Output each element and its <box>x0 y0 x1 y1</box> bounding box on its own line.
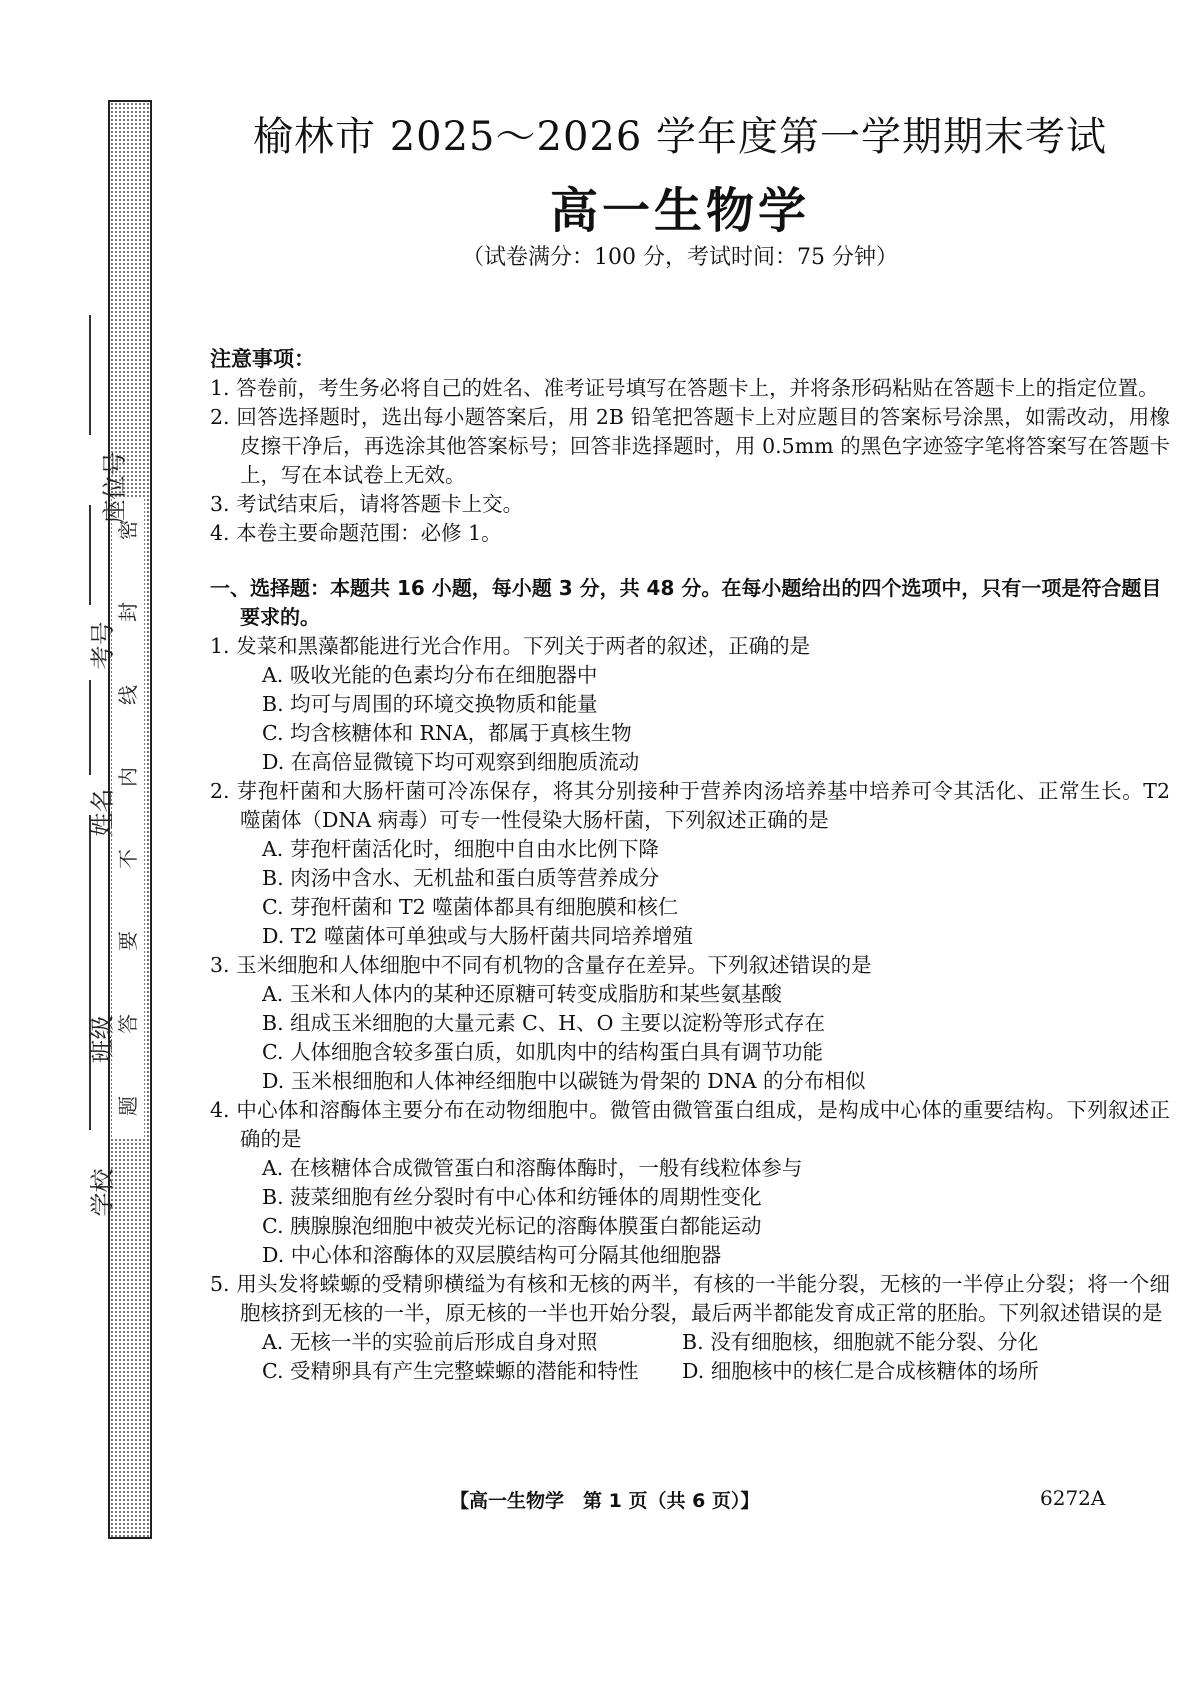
question-stem: 2. 芽孢杆菌和大肠杆菌可冷冻保存，将其分别接种于营养肉汤培养基中培养可令其活化、正常生长。T2 噬菌体（DNA 病毒）可专一性侵染大肠杆菌，下列叙述正确的是 <box>210 779 1170 832</box>
question-stem: 3. 玉米细胞和人体细胞中不同有机物的含量存在差异。下列叙述错误的是 <box>210 953 872 977</box>
notice-item: 3. 考试结束后，请将答题卡上交。 <box>210 492 524 516</box>
question-3 <box>210 951 1170 1096</box>
question-stem: 5. 用头发将蝾螈的受精卵横缢为有核和无核的两半，有核的一半能分裂，无核的一半停止分裂；将一个细胞核挤到无核的一半，原无核的一半也开始分裂，最后两半都能发育成正常的胚胎。下列叙述错误的是 <box>210 1272 1170 1325</box>
option-d: D. 在高倍显微镜下均可观察到细胞质流动 <box>262 750 640 774</box>
page-number: 【高一生物学 第 1 页（共 6 页）】 <box>450 1490 760 1512</box>
option-d: D. 中心体和溶酶体的双层膜结构可分隔其他细胞器 <box>262 1243 722 1267</box>
seal-char: 要 <box>116 931 140 952</box>
option-c: C. 胰腺腺泡细胞中被荧光标记的溶酶体膜蛋白都能运动 <box>262 1214 762 1238</box>
question-2 <box>210 777 1170 951</box>
question-stem: 1. 发菜和黑藻都能进行光合作用。下列关于两者的叙述，正确的是 <box>210 634 811 658</box>
notice-item: 1. 答卷前，考生务必将自己的姓名、准考证号填写在答题卡上，并将条形码粘贴在答题卡上的指定位置。 <box>210 376 1159 400</box>
class-field-line[interactable] <box>89 815 91 995</box>
option-a: A. 无核一半的实验前后形成自身对照 <box>262 1330 598 1354</box>
option-b: B. 肉汤中含水、无机盐和蛋白质等营养成分 <box>262 866 660 890</box>
seat-number-field-line[interactable] <box>89 315 91 435</box>
paper-code: 6272A <box>1040 1486 1106 1510</box>
seal-char: 封 <box>116 602 140 623</box>
exam-content <box>210 345 1170 1386</box>
option-b: B. 没有细胞核，细胞就不能分裂、分化 <box>682 1330 1039 1354</box>
exam-number-field-line[interactable] <box>89 505 91 605</box>
class-field-label: 班级 <box>88 1015 117 1064</box>
option-b: B. 均可与周围的环境交换物质和能量 <box>262 692 598 716</box>
seal-char: 不 <box>116 849 140 870</box>
option-a: A. 吸收光能的色素均分布在细胞器中 <box>262 663 598 687</box>
seal-char: 密 <box>116 520 140 540</box>
option-c: C. 受精卵具有产生完整蝾螈的潜能和特性 <box>262 1359 639 1383</box>
option-c: C. 人体细胞含较多蛋白质，如肌肉中的结构蛋白具有调节功能 <box>262 1040 823 1064</box>
option-b: B. 组成玉米细胞的大量元素 C、H、O 主要以淀粉等形式存在 <box>262 1011 825 1035</box>
option-row <box>210 1328 1170 1357</box>
option-a: A. 玉米和人体内的某种还原糖可转变成脂肪和某些氨基酸 <box>262 982 782 1006</box>
option-a: A. 在核糖体合成微管蛋白和溶酶体酶时，一般有线粒体参与 <box>262 1156 803 1180</box>
school-field-label: 学校 <box>88 1168 117 1217</box>
name-field-line[interactable] <box>89 680 91 775</box>
option-d: D. 细胞核中的核仁是合成核糖体的场所 <box>682 1359 1039 1383</box>
notice-title: 注意事项： <box>210 347 315 371</box>
seal-char: 内 <box>116 766 140 787</box>
seal-char: 线 <box>116 684 140 705</box>
question-stem: 4. 中心体和溶酶体主要分布在动物细胞中。微管由微管蛋白组成，是构成中心体的重要结构。下列叙述正确的是 <box>210 1098 1170 1151</box>
exam-title: 榆林市 2025～2026 学年度第一学期期末考试 <box>252 114 1108 160</box>
seal-char: 答 <box>116 1013 140 1034</box>
option-a: A. 芽孢杆菌活化时，细胞中自由水比例下降 <box>262 837 659 861</box>
option-d: D. 玉米根细胞和人体神经细胞中以碳链为骨架的 DNA 的分布相似 <box>262 1069 866 1093</box>
question-5 <box>210 1270 1170 1386</box>
seal-char: 题 <box>116 1095 140 1116</box>
subject-title: 高一生物学 <box>549 183 810 239</box>
question-4 <box>210 1096 1170 1270</box>
seat-number-field-label: 座位号 <box>100 451 129 524</box>
option-c: C. 芽孢杆菌和 T2 噬菌体都具有细胞膜和核仁 <box>262 895 679 919</box>
exam-info: （试卷满分：100 分，考试时间：75 分钟） <box>462 245 898 270</box>
question-1 <box>210 632 1170 777</box>
notice-item: 4. 本卷主要命题范围：必修 1。 <box>210 521 502 545</box>
notice-item: 2. 回答选择题时，选出每小题答案后，用 2B 铅笔把答题卡上对应题目的答案标号涂黑，如需改动，用橡皮擦干净后，再选涂其他答案标号；回答非选择题时，用 0.5mm 的黑色字迹签字笔将答案写在答题卡上，写在本试卷上无效。 <box>210 405 1170 487</box>
option-c: C. 均含核糖体和 RNA，都属于真核生物 <box>262 721 632 745</box>
name-field-label: 姓名 <box>88 788 117 837</box>
option-row <box>210 1357 1170 1386</box>
section-header: 一、选择题：本题共 16 小题，每小题 3 分，共 48 分。在每小题给出的四个选项中，只有一项是符合题目要求的。 <box>210 576 1162 629</box>
option-b: B. 菠菜细胞有丝分裂时有中心体和纺锤体的周期性变化 <box>262 1185 762 1209</box>
option-d: D. T2 噬菌体可单独或与大肠杆菌共同培养增殖 <box>262 924 693 948</box>
exam-number-field-label: 考号 <box>88 621 117 670</box>
